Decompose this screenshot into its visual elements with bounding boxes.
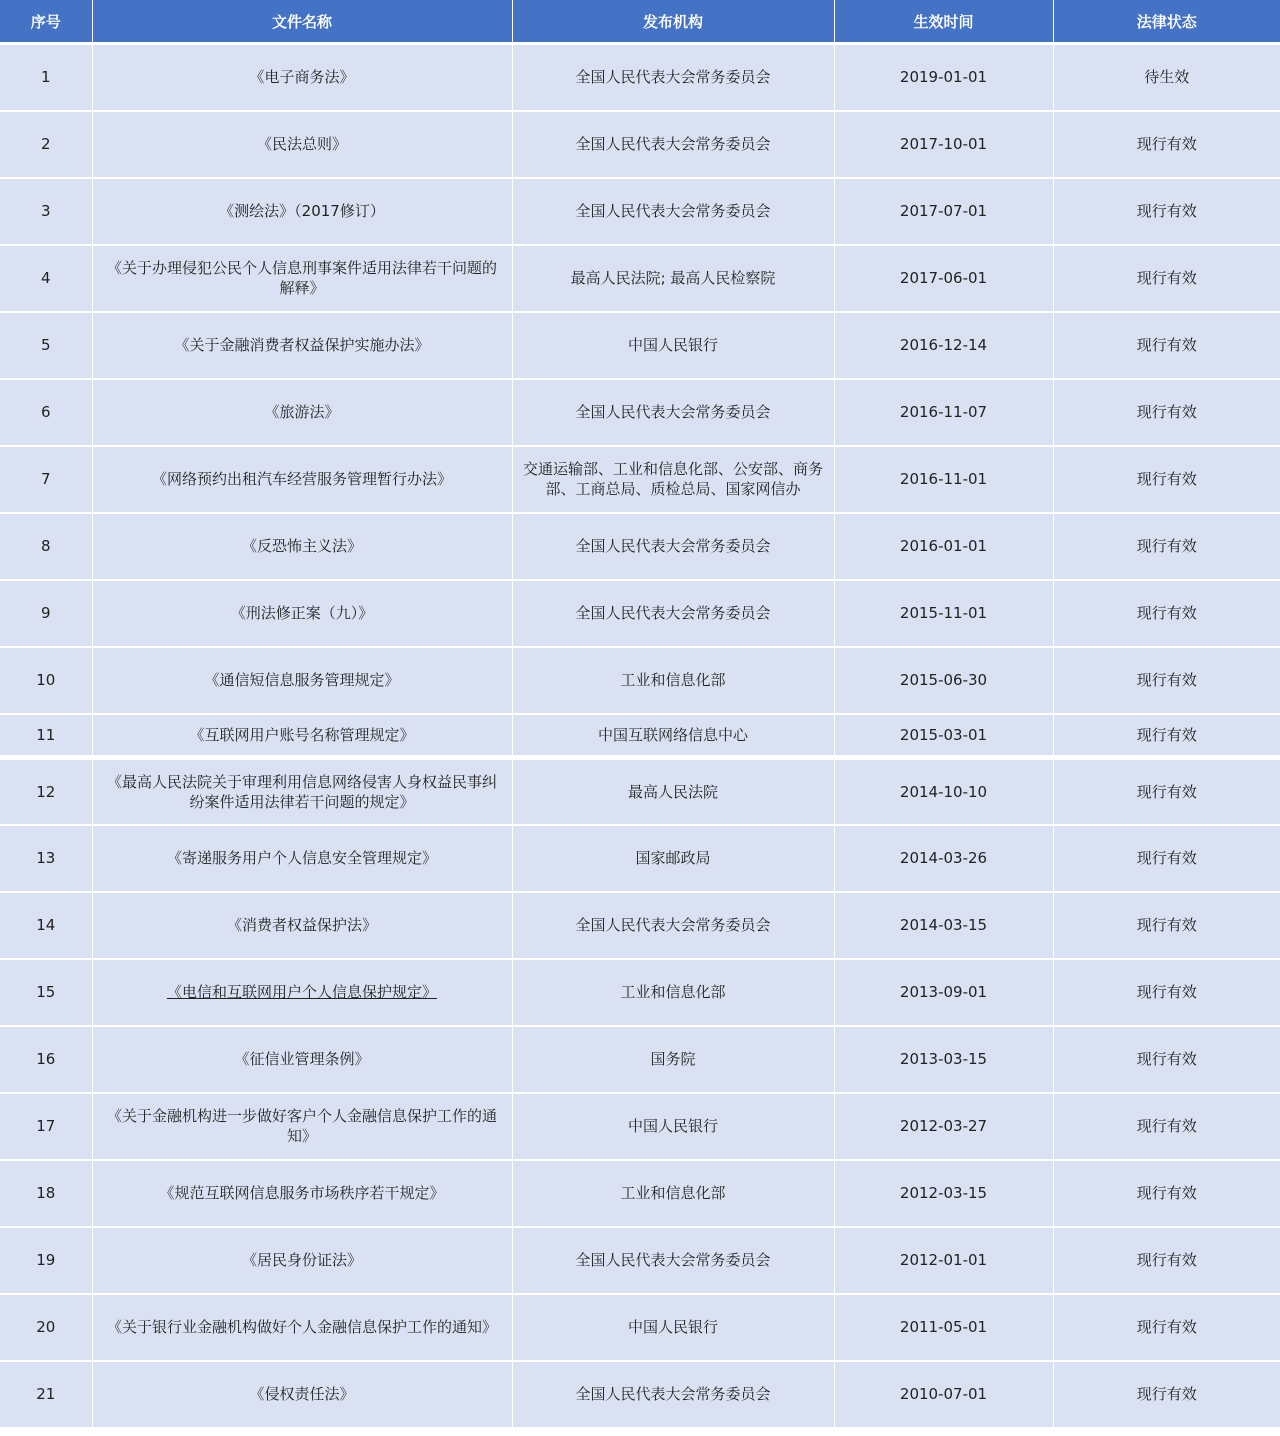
table-row xyxy=(0,1026,1280,1093)
row-issuer: 全国人民代表大会常务委员会 xyxy=(512,580,834,647)
row-effective-date: 2012-03-27 xyxy=(834,1093,1053,1160)
row-issuer: 中国人民银行 xyxy=(512,1294,834,1361)
row-index: 5 xyxy=(0,312,92,379)
row-legal-status: 现行有效 xyxy=(1053,1361,1280,1428)
table-row xyxy=(0,714,1280,758)
row-document-name: 《刑法修正案（九）》 xyxy=(92,580,512,647)
row-index: 16 xyxy=(0,1026,92,1093)
row-legal-status: 现行有效 xyxy=(1053,111,1280,178)
row-document-name: 《测绘法》（2017修订） xyxy=(92,178,512,245)
row-effective-date: 2016-01-01 xyxy=(834,513,1053,580)
row-issuer: 中国互联网络信息中心 xyxy=(512,714,834,758)
row-effective-date: 2016-11-07 xyxy=(834,379,1053,446)
row-effective-date: 2017-10-01 xyxy=(834,111,1053,178)
table-header-row xyxy=(0,0,1280,44)
row-effective-date: 2013-09-01 xyxy=(834,959,1053,1026)
row-issuer: 全国人民代表大会常务委员会 xyxy=(512,44,834,111)
row-index: 21 xyxy=(0,1361,92,1428)
row-index: 6 xyxy=(0,379,92,446)
row-document-name: 《寄递服务用户个人信息安全管理规定》 xyxy=(92,825,512,892)
row-index: 14 xyxy=(0,892,92,959)
row-index: 13 xyxy=(0,825,92,892)
row-index: 3 xyxy=(0,178,92,245)
row-legal-status: 现行有效 xyxy=(1053,1227,1280,1294)
row-effective-date: 2014-10-10 xyxy=(834,758,1053,825)
row-document-name: 《通信短信息服务管理规定》 xyxy=(92,647,512,714)
row-document-name: 《电子商务法》 xyxy=(92,44,512,111)
row-effective-date: 2014-03-15 xyxy=(834,892,1053,959)
row-document-name: 《关于银行业金融机构做好个人金融信息保护工作的通知》 xyxy=(92,1294,512,1361)
row-index: 20 xyxy=(0,1294,92,1361)
row-issuer: 全国人民代表大会常务委员会 xyxy=(512,1361,834,1428)
row-issuer: 中国人民银行 xyxy=(512,312,834,379)
table-row xyxy=(0,825,1280,892)
row-legal-status: 现行有效 xyxy=(1053,1026,1280,1093)
row-legal-status: 现行有效 xyxy=(1053,714,1280,758)
header-effective-date: 生效时间 xyxy=(834,0,1053,44)
table-row xyxy=(0,647,1280,714)
row-index: 9 xyxy=(0,580,92,647)
row-effective-date: 2015-11-01 xyxy=(834,580,1053,647)
row-legal-status: 现行有效 xyxy=(1053,758,1280,825)
row-index: 19 xyxy=(0,1227,92,1294)
row-legal-status: 现行有效 xyxy=(1053,892,1280,959)
table-row xyxy=(0,758,1280,825)
row-effective-date: 2012-01-01 xyxy=(834,1227,1053,1294)
row-effective-date: 2013-03-15 xyxy=(834,1026,1053,1093)
row-issuer: 国家邮政局 xyxy=(512,825,834,892)
row-effective-date: 2016-11-01 xyxy=(834,446,1053,513)
header-document-name: 文件名称 xyxy=(92,0,512,44)
row-legal-status: 现行有效 xyxy=(1053,959,1280,1026)
table-row xyxy=(0,312,1280,379)
row-document-name: 《关于金融消费者权益保护实施办法》 xyxy=(92,312,512,379)
row-issuer: 全国人民代表大会常务委员会 xyxy=(512,892,834,959)
header-issuer: 发布机构 xyxy=(512,0,834,44)
row-index: 10 xyxy=(0,647,92,714)
row-document-name: 《关于金融机构进一步做好客户个人金融信息保护工作的通知》 xyxy=(92,1093,512,1160)
row-issuer: 全国人民代表大会常务委员会 xyxy=(512,513,834,580)
row-document-name: 《居民身份证法》 xyxy=(92,1227,512,1294)
row-index: 2 xyxy=(0,111,92,178)
row-effective-date: 2017-06-01 xyxy=(834,245,1053,312)
row-document-name: 《旅游法》 xyxy=(92,379,512,446)
row-legal-status: 现行有效 xyxy=(1053,513,1280,580)
row-index: 4 xyxy=(0,245,92,312)
row-effective-date: 2010-07-01 xyxy=(834,1361,1053,1428)
row-issuer: 全国人民代表大会常务委员会 xyxy=(512,178,834,245)
table-row xyxy=(0,44,1280,111)
row-document-name: 《征信业管理条例》 xyxy=(92,1026,512,1093)
table-row xyxy=(0,111,1280,178)
table-row xyxy=(0,379,1280,446)
row-index: 8 xyxy=(0,513,92,580)
row-document-name[interactable]: 《电信和互联网用户个人信息保护规定》 xyxy=(92,959,512,1026)
row-issuer: 全国人民代表大会常务委员会 xyxy=(512,111,834,178)
row-effective-date: 2012-03-15 xyxy=(834,1160,1053,1227)
row-index: 17 xyxy=(0,1093,92,1160)
table-row xyxy=(0,892,1280,959)
table-row xyxy=(0,1093,1280,1160)
row-legal-status: 现行有效 xyxy=(1053,245,1280,312)
row-index: 15 xyxy=(0,959,92,1026)
row-legal-status: 现行有效 xyxy=(1053,580,1280,647)
row-index: 12 xyxy=(0,758,92,825)
row-document-name: 《民法总则》 xyxy=(92,111,512,178)
row-effective-date: 2015-06-30 xyxy=(834,647,1053,714)
table-row xyxy=(0,513,1280,580)
row-effective-date: 2014-03-26 xyxy=(834,825,1053,892)
row-legal-status: 现行有效 xyxy=(1053,379,1280,446)
table-row xyxy=(0,1294,1280,1361)
row-document-name: 《反恐怖主义法》 xyxy=(92,513,512,580)
row-index: 18 xyxy=(0,1160,92,1227)
row-index: 1 xyxy=(0,44,92,111)
table-row xyxy=(0,1160,1280,1227)
row-legal-status: 现行有效 xyxy=(1053,446,1280,513)
row-legal-status: 现行有效 xyxy=(1053,178,1280,245)
row-document-name: 《关于办理侵犯公民个人信息刑事案件适用法律若干问题的解释》 xyxy=(92,245,512,312)
row-legal-status: 现行有效 xyxy=(1053,1294,1280,1361)
row-issuer: 最高人民法院; 最高人民检察院 xyxy=(512,245,834,312)
header-index: 序号 xyxy=(0,0,92,44)
row-issuer: 工业和信息化部 xyxy=(512,1160,834,1227)
table-row xyxy=(0,1227,1280,1294)
row-effective-date: 2019-01-01 xyxy=(834,44,1053,111)
row-legal-status: 现行有效 xyxy=(1053,647,1280,714)
row-document-name: 《侵权责任法》 xyxy=(92,1361,512,1428)
row-effective-date: 2015-03-01 xyxy=(834,714,1053,758)
table-row xyxy=(0,1361,1280,1428)
row-legal-status: 现行有效 xyxy=(1053,1093,1280,1160)
row-index: 11 xyxy=(0,714,92,758)
row-issuer: 中国人民银行 xyxy=(512,1093,834,1160)
row-issuer: 国务院 xyxy=(512,1026,834,1093)
row-issuer: 交通运输部、工业和信息化部、公安部、商务部、工商总局、质检总局、国家网信办 xyxy=(512,446,834,513)
row-legal-status: 现行有效 xyxy=(1053,312,1280,379)
row-legal-status: 待生效 xyxy=(1053,44,1280,111)
row-document-name: 《消费者权益保护法》 xyxy=(92,892,512,959)
row-effective-date: 2016-12-14 xyxy=(834,312,1053,379)
row-issuer: 全国人民代表大会常务委员会 xyxy=(512,379,834,446)
row-effective-date: 2011-05-01 xyxy=(834,1294,1053,1361)
row-issuer: 工业和信息化部 xyxy=(512,647,834,714)
row-issuer: 最高人民法院 xyxy=(512,758,834,825)
row-issuer: 全国人民代表大会常务委员会 xyxy=(512,1227,834,1294)
row-document-name: 《互联网用户账号名称管理规定》 xyxy=(92,714,512,758)
row-issuer: 工业和信息化部 xyxy=(512,959,834,1026)
row-legal-status: 现行有效 xyxy=(1053,825,1280,892)
row-document-name: 《网络预约出租汽车经营服务管理暂行办法》 xyxy=(92,446,512,513)
table-row xyxy=(0,959,1280,1026)
row-legal-status: 现行有效 xyxy=(1053,1160,1280,1227)
row-document-name: 《规范互联网信息服务市场秩序若干规定》 xyxy=(92,1160,512,1227)
header-legal-status: 法律状态 xyxy=(1053,0,1280,44)
table-row xyxy=(0,446,1280,513)
table-row xyxy=(0,178,1280,245)
table-row xyxy=(0,580,1280,647)
row-index: 7 xyxy=(0,446,92,513)
row-effective-date: 2017-07-01 xyxy=(834,178,1053,245)
table-row xyxy=(0,245,1280,312)
row-document-name: 《最高人民法院关于审理利用信息网络侵害人身权益民事纠纷案件适用法律若干问题的规定》 xyxy=(92,758,512,825)
